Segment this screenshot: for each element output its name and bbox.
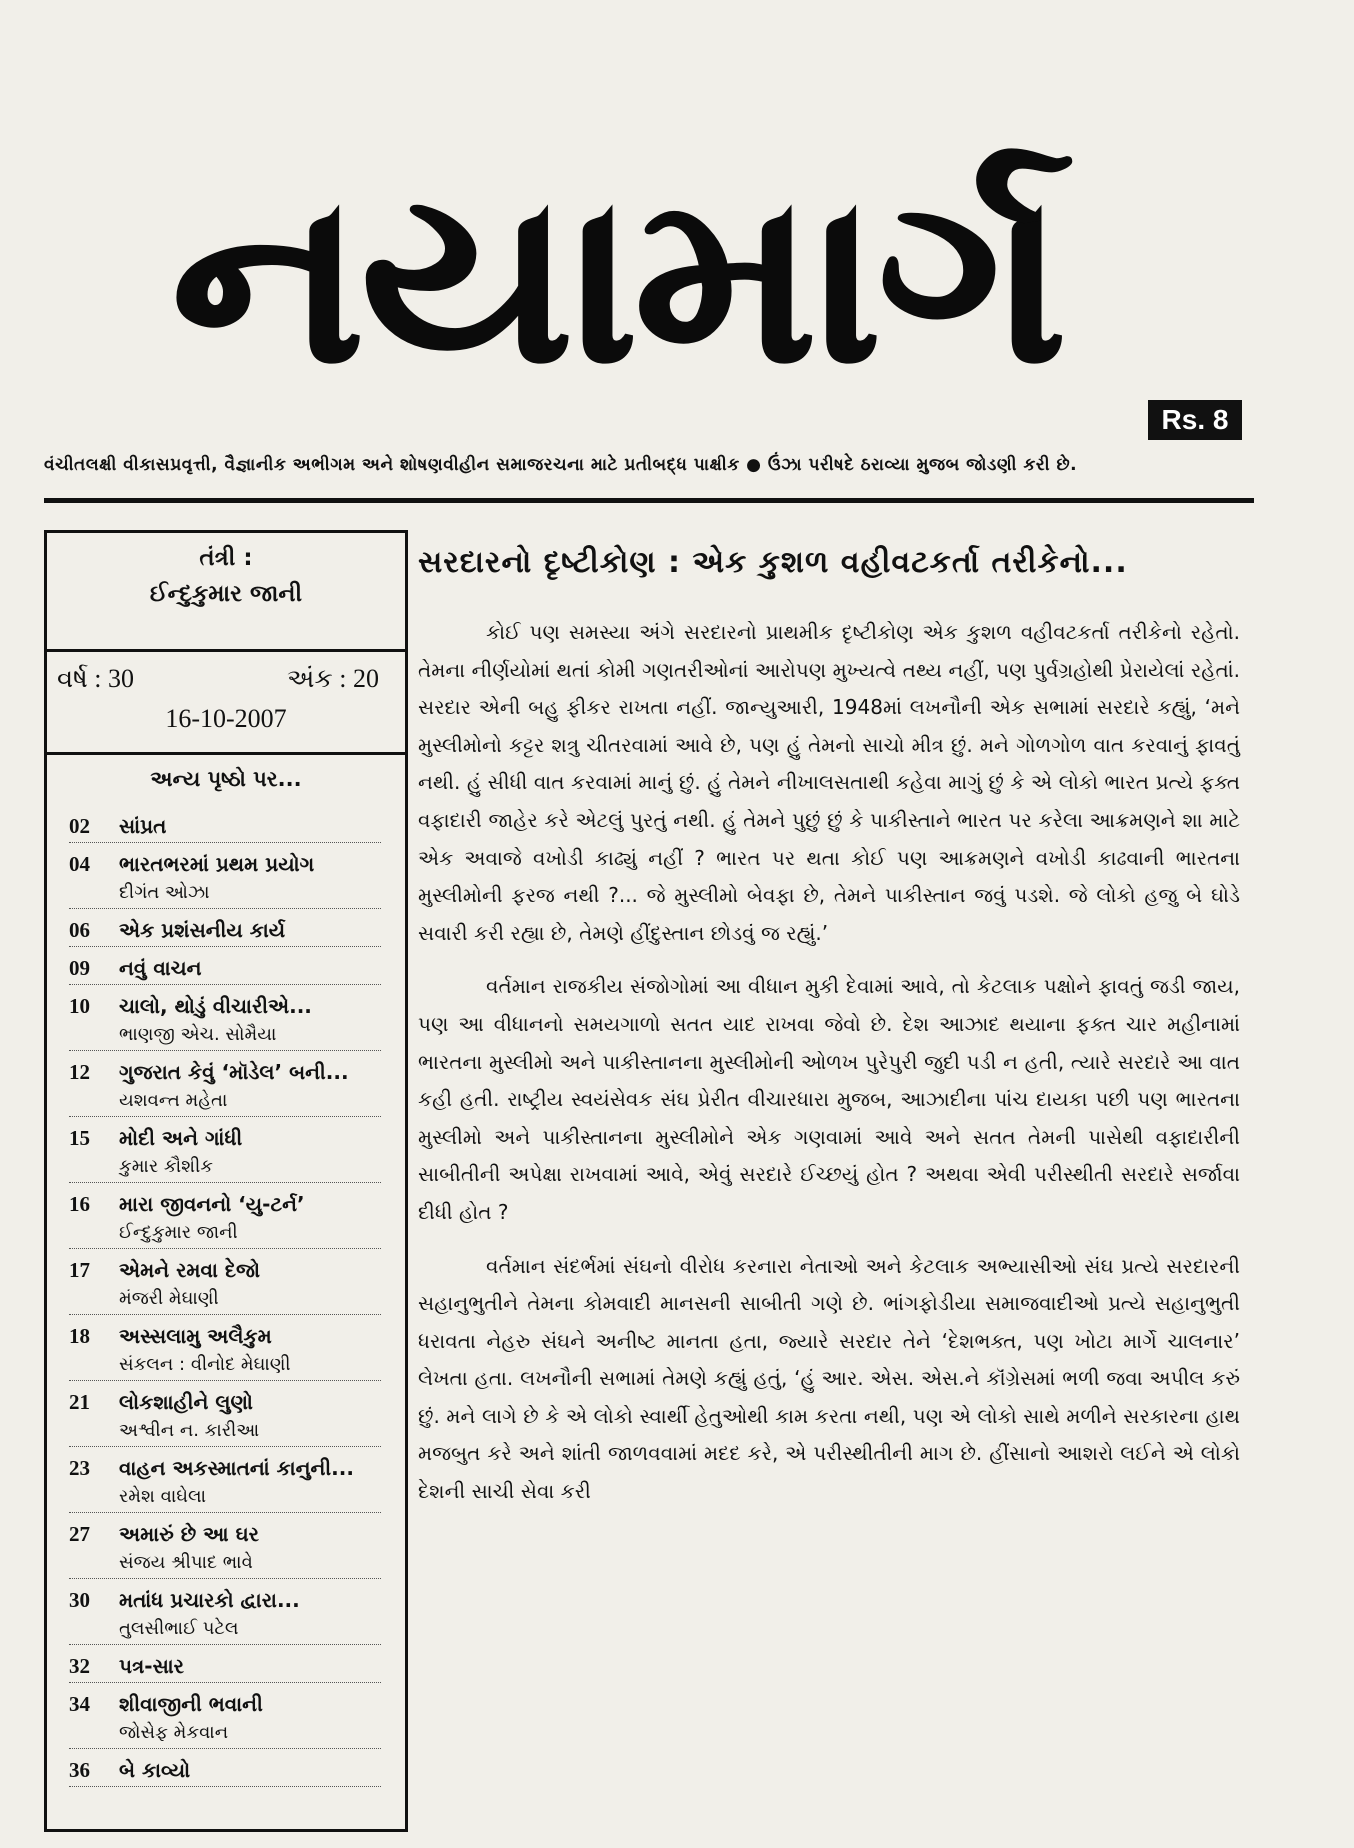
toc-entry <box>69 1755 405 1787</box>
toc-entry <box>69 1453 405 1513</box>
toc-divider <box>69 1578 381 1579</box>
toc-title: મોદી અને ગાંધી <box>119 1126 243 1150</box>
tagline: વંચીતલક્ષી વીકાસપ્રવૃત્તી, વૈજ્ઞાનીક અભીગમ અને શોષણવીહીન સમાજરચના માટે પ્રતીબદ્ધ પાક્ષીક ● ઉંઝા પરીષદે ઠરાવ્યા મુજબ જોડણી કરી છે. <box>44 455 1078 475</box>
toc-page-number: 12 <box>69 1060 90 1084</box>
toc-page-number: 21 <box>69 1390 90 1414</box>
toc-divider <box>69 946 381 947</box>
toc-page-number: 23 <box>69 1456 90 1480</box>
toc-entry <box>69 1651 405 1683</box>
toc-title: સાંપ્રત <box>119 814 167 838</box>
toc-page-number: 17 <box>69 1258 90 1282</box>
toc-title: ચાલો, થોડું વીચારીએ... <box>119 994 312 1018</box>
issue-number: અંક : 20 <box>287 664 380 693</box>
toc-author: જોસેફ મેકવાન <box>119 1722 229 1743</box>
toc-title: એમને રમવા દેજો <box>119 1258 260 1282</box>
toc-title: પત્ર-સાર <box>119 1654 185 1678</box>
toc-author: યશવન્ત મહેતા <box>119 1090 228 1111</box>
toc-divider <box>69 842 381 843</box>
contents-heading: અન્ય પૃષ્ઠો પર... <box>150 767 302 791</box>
toc-author: દીગંત ઓઝા <box>119 882 210 903</box>
toc-divider <box>69 1248 381 1249</box>
article-paragraph: કોઈ પણ સમસ્યા અંગે સરદારનો પ્રાથમીક દૃષ્ટીકોણ એક કુશળ વહીવટકર્તા તરીકેનો રહેતો. તેમના નીર્ણયોમાં થતાં કોમી ગણતરીઓનાં આરોપણ મુખ્યત્વે તથ્ય નહીં, પણ પુર્વગ્રહોથી પ્રેરાયેલાં રહેતાં. સરદાર એની બહુ ફીકર રાખતા નહીં. જાન્યુઆરી, 1948માં લખનૌની એક સભામાં સરદારે કહ્યું, ‘મને મુસ્લીમોનો કટ્ટર શત્રુ ચીતરવામાં આવે છે, પણ હું તેમનો સાચો મીત્ર છું. મને ગોળગોળ વાત કરવાનું ફાવતું નથી. હું સીધી વાત કરવામાં માનું છું. હું તેમને નીખાલસતાથી કહેવા માગું છું કે એ લોકો ભારત પ્રત્યે ફક્ત વફાદારી જાહેર કરે એટલું પુરતું નથી. હું તેમને પુછું છું કે પાકીસ્તાને ભારત પર કરેલા આક્રમણને શા માટે એક અવાજે વખોડી કાઢ્યું નહીં ? ભારત પર થતા કોઈ પણ આક્રમણને વખોડી કાઢવાની ભારતના મુસ્લીમોની ફરજ નથી ?... જે મુસ્લીમો બેવફા છે, તેમને પાકીસ્તાન જવું પડશે. જે લોકો હજુ બે ઘોડે સવારી કરી રહ્યા છે, તેમણે હીંદુસ્તાન છોડવું જ રહ્યું.’ <box>418 620 1240 945</box>
editor-block <box>47 533 405 652</box>
toc-page-number: 36 <box>69 1758 90 1782</box>
toc-entry <box>69 849 405 909</box>
toc-page-number: 30 <box>69 1588 90 1612</box>
volume-number: વર્ષ : 30 <box>57 664 134 693</box>
editor-label: તંત્રી : <box>199 545 253 571</box>
masthead-title: નયામાર્ગ <box>170 143 1062 416</box>
toc-author: ઈન્દુકુમાર જાની <box>119 1222 238 1243</box>
toc-divider <box>69 1682 381 1683</box>
toc-title: મારા જીવનનો ‘યુ-ટર્ન’ <box>119 1192 305 1216</box>
toc-entry <box>69 811 405 843</box>
toc-title: ગુજરાત કેવું ‘મૉડેલ’ બની... <box>119 1060 349 1084</box>
toc-title: શીવાજીની ભવાની <box>119 1692 263 1716</box>
article-body <box>418 614 1240 1527</box>
toc-author: ભાણજી એચ. સોમૈયા <box>119 1024 277 1045</box>
toc-page-number: 18 <box>69 1324 90 1348</box>
toc-author: સંજય શ્રીપાદ ભાવે <box>119 1552 253 1573</box>
toc-page-number: 09 <box>69 956 90 980</box>
toc-entry <box>69 1585 405 1645</box>
article-paragraph: વર્તમાન સંદર્ભમાં સંઘનો વીરોધ કરનારા નેતાઓ અને કેટલાક અભ્યાસીઓ સંઘ પ્રત્યે સરદારની સહાનુભુતીને તેમના કોમવાદી માનસની સાબીતી ગણે છે. ભાંગફોડીયા સમાજવાદીઓ પ્રત્યે સહાનુભુતી ધરાવતા નેહરુ સંઘને અનીષ્ટ માનતા હતા, જ્યારે સરદાર તેને ‘દેશભક્ત, પણ ખોટા માર્ગે ચાલનાર’ લેખતા હતા. લખનૌની સભામાં તેમણે કહ્યું હતું, ‘હું આર. એસ. એસ.ને કૉંગ્રેસમાં ભળી જવા અપીલ કરું છું. મને લાગે છે કે એ લોકો સ્વાર્થી હેતુઓથી કામ કરતા નથી, પણ એ લોકો સાથે મળીને સરકારના હાથ મજબુત કરે અને શાંતી જાળવવામાં મદદ કરે, એ પરીસ્થીતીની માગ છે. હીંસાનો આશરો લઈને એ લોકો દેશની સાચી સેવા કરી <box>418 1253 1240 1504</box>
toc-title: ભારતભરમાં પ્રથમ પ્રયોગ <box>119 852 315 876</box>
toc-entry <box>69 1321 405 1381</box>
toc-author: મંજરી મેઘાણી <box>119 1288 219 1309</box>
toc-divider <box>69 1644 381 1645</box>
toc-divider <box>69 1116 381 1117</box>
toc-entry <box>69 1689 405 1749</box>
toc-divider <box>69 1380 381 1381</box>
sidebar-box <box>44 530 408 1832</box>
toc-entry <box>69 1387 405 1447</box>
toc-entry <box>69 1189 405 1249</box>
toc-divider <box>69 1786 381 1787</box>
toc-entry <box>69 1057 405 1117</box>
toc-author: અશ્વીન ન. કારીઆ <box>119 1420 260 1441</box>
issue-block <box>47 652 405 755</box>
toc-title: નવું વાચન <box>119 956 202 980</box>
toc-divider <box>69 984 381 985</box>
issue-date: 16-10-2007 <box>165 704 287 733</box>
toc-entry <box>69 1123 405 1183</box>
toc-entry <box>69 1519 405 1579</box>
toc-entry <box>69 991 405 1051</box>
top-rule <box>44 498 1254 503</box>
toc-title: અમારું છે આ ઘર <box>119 1522 259 1546</box>
contents-list <box>47 811 405 1787</box>
toc-page-number: 02 <box>69 814 90 838</box>
toc-divider <box>69 1314 381 1315</box>
toc-page-number: 32 <box>69 1654 90 1678</box>
toc-page-number: 34 <box>69 1692 90 1716</box>
toc-entry <box>69 1255 405 1315</box>
toc-title: એક પ્રશંસનીય કાર્ય <box>119 918 286 942</box>
toc-page-number: 06 <box>69 918 90 942</box>
toc-title: લોકશાહીને લુણો <box>119 1390 253 1414</box>
toc-title: મતાંધ પ્રચારકો દ્વારા... <box>119 1588 300 1612</box>
toc-divider <box>69 1050 381 1051</box>
toc-entry <box>69 953 405 985</box>
toc-divider <box>69 908 381 909</box>
toc-title: વાહન અકસ્માતનાં કાનુની... <box>119 1456 354 1480</box>
price-badge: Rs. 8 <box>1148 400 1242 440</box>
toc-entry <box>69 915 405 947</box>
toc-page-number: 04 <box>69 852 90 876</box>
toc-author: કુમાર કૌશીક <box>119 1156 213 1177</box>
article-paragraph: વર્તમાન રાજકીય સંજોગોમાં આ વીધાન મુકી દેવામાં આવે, તો કેટલાક પક્ષોને ફાવતું જડી જાય, પણ આ વીધાનનો સમયગાળો સતત યાદ રાખવા જેવો છે. દેશ આઝાદ થયાના ફક્ત ચાર મહીનામાં ભારતના મુસ્લીમો અને પાકીસ્તાનના મુસ્લીમોની ઓળખ પુરેપુરી જુદી પડી ન હતી, ત્યારે સરદારે આ વાત કહી હતી. રાષ્ટ્રીય સ્વયંસેવક સંઘ પ્રેરીત વીચારધારા મુજબ, આઝાદીના પાંચ દાયકા પછી પણ ભારતના મુસ્લીમો અને પાકીસ્તાનના મુસ્લીમોને એક ગણવામાં આવે અને સતત તેમની પાસેથી વફાદારીની સાબીતીની અપેક્ષા રાખવામાં આવે, એવું સરદારે ઈચ્છયું હોત ? અથવા એવી પરીસ્થીતી સરદારે સર્જાવા દીધી હોત ? <box>418 974 1240 1224</box>
toc-divider <box>69 1446 381 1447</box>
editor-name: ઈન્દુકુમાર જાની <box>149 581 303 607</box>
toc-divider <box>69 1748 381 1749</box>
toc-title: બે કાવ્યો <box>119 1758 191 1782</box>
toc-divider <box>69 1182 381 1183</box>
toc-page-number: 16 <box>69 1192 90 1216</box>
toc-author: સંકલન : વીનોદ મેઘાણી <box>119 1354 291 1375</box>
toc-title: અસ્સલામુ અલૈકુમ <box>119 1324 272 1348</box>
toc-page-number: 10 <box>69 994 90 1018</box>
toc-divider <box>69 1512 381 1513</box>
toc-author: રમેશ વાઘેલા <box>119 1486 207 1507</box>
toc-author: તુલસીભાઈ પટેલ <box>119 1618 239 1639</box>
article-headline: સરદારનો દૃષ્ટીકોણ : એક કુશળ વહીવટકર્તા તરીકેનો... <box>418 545 1128 580</box>
toc-page-number: 15 <box>69 1126 90 1150</box>
toc-page-number: 27 <box>69 1522 90 1546</box>
